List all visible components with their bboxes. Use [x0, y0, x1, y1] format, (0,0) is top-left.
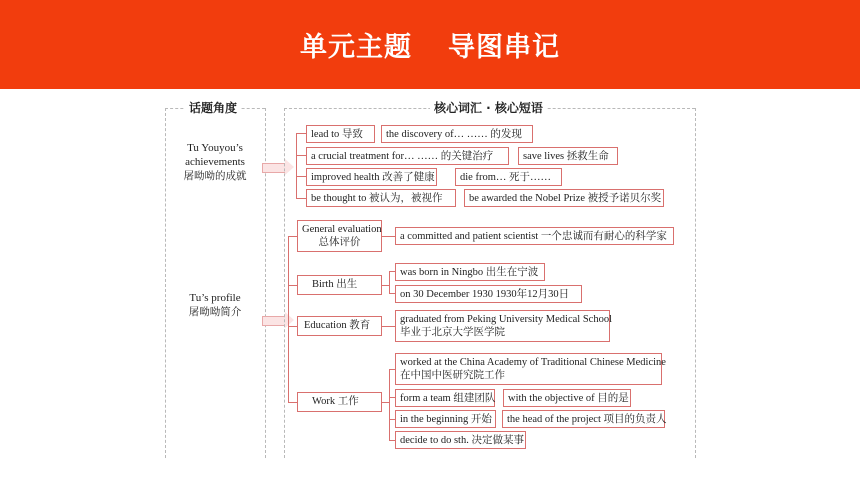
work-connector	[389, 369, 390, 440]
general-label-en: General evaluation	[302, 224, 382, 235]
vocab-item: be thought to 被认为，被视作	[306, 189, 456, 207]
arrow-right-icon	[262, 163, 286, 173]
topic-achievements	[166, 141, 264, 183]
page-title	[0, 0, 860, 89]
topic-profile-zh: 屠呦呦简介	[188, 306, 242, 318]
work-connector	[382, 402, 389, 403]
topic-achievements-en1: Tu Youyou’s	[187, 142, 243, 154]
work-item: in the beginning 开始	[395, 410, 496, 428]
vocab-connector	[296, 198, 306, 199]
vocab-item: a crucial treatment for… …… 的关键治疗	[306, 147, 509, 165]
birth-connector	[389, 271, 390, 293]
general-connector	[382, 236, 395, 237]
education-item-en: graduated from Peking University Medical School	[400, 314, 612, 325]
profile-birth-label: Birth 出生	[297, 275, 382, 295]
left-panel-heading: 话题角度	[185, 101, 241, 115]
vocab-item: improved health 改善了健康	[306, 168, 437, 186]
profile-work-label: Work 工作	[297, 392, 382, 412]
vocab-item: die from… 死于……	[455, 168, 562, 186]
vocab-item: the discovery of… …… 的发现	[381, 125, 533, 143]
work-item: with the objective of 目的是	[503, 389, 631, 407]
topic-achievements-en2: achievements	[185, 156, 245, 168]
profile-connector	[288, 402, 297, 403]
education-connector	[382, 326, 395, 327]
title-left: 单元主题	[300, 32, 412, 63]
birth-connector	[382, 285, 389, 286]
profile-general-label	[297, 220, 382, 252]
topic-achievements-zh: 屠呦呦的成就	[183, 170, 247, 182]
education-item-zh: 毕业于北京大学医学院	[400, 327, 505, 338]
vocab-item: lead to 导致	[306, 125, 375, 143]
vocab-item: save lives 拯救生命	[518, 147, 618, 165]
education-item	[395, 310, 610, 342]
birth-item: was born in Ningbo 出生在宁波	[395, 263, 545, 281]
work-item	[395, 353, 666, 385]
birth-item: on 30 December 1930 1930年12月30日	[395, 285, 582, 303]
profile-education-label: Education 教育	[297, 316, 382, 336]
title-right: 导图串记	[448, 32, 560, 63]
vocab-connector	[296, 133, 297, 198]
arrow-right-icon	[262, 316, 286, 326]
vocab-connector	[296, 133, 306, 134]
vocab-item: be awarded the Nobel Prize 被授予诺贝尔奖	[464, 189, 664, 207]
work-item: the head of the project 项目的负责人	[502, 410, 665, 428]
work-item: form a team 组建团队	[395, 389, 495, 407]
work-item1-en: worked at the China Academy of Traditional Chinese Medicine	[400, 357, 666, 368]
work-item1-zh: 在中国中医研究院工作	[400, 370, 505, 381]
profile-connector	[288, 326, 297, 327]
vocab-connector	[296, 176, 306, 177]
vocab-connector	[296, 155, 306, 156]
work-item: decide to do sth. 决定做某事	[395, 431, 526, 449]
topic-profile	[166, 291, 264, 319]
general-item: a committed and patient scientist 一个忠诚而有耐心的科学家	[395, 227, 674, 245]
right-panel-heading: 核心词汇 · 核心短语	[430, 101, 547, 115]
topic-profile-en: Tu’s profile	[189, 292, 241, 304]
profile-spine	[288, 236, 289, 402]
general-label-zh: 总体评价	[318, 237, 361, 248]
profile-connector	[288, 285, 297, 286]
profile-connector	[288, 236, 297, 237]
